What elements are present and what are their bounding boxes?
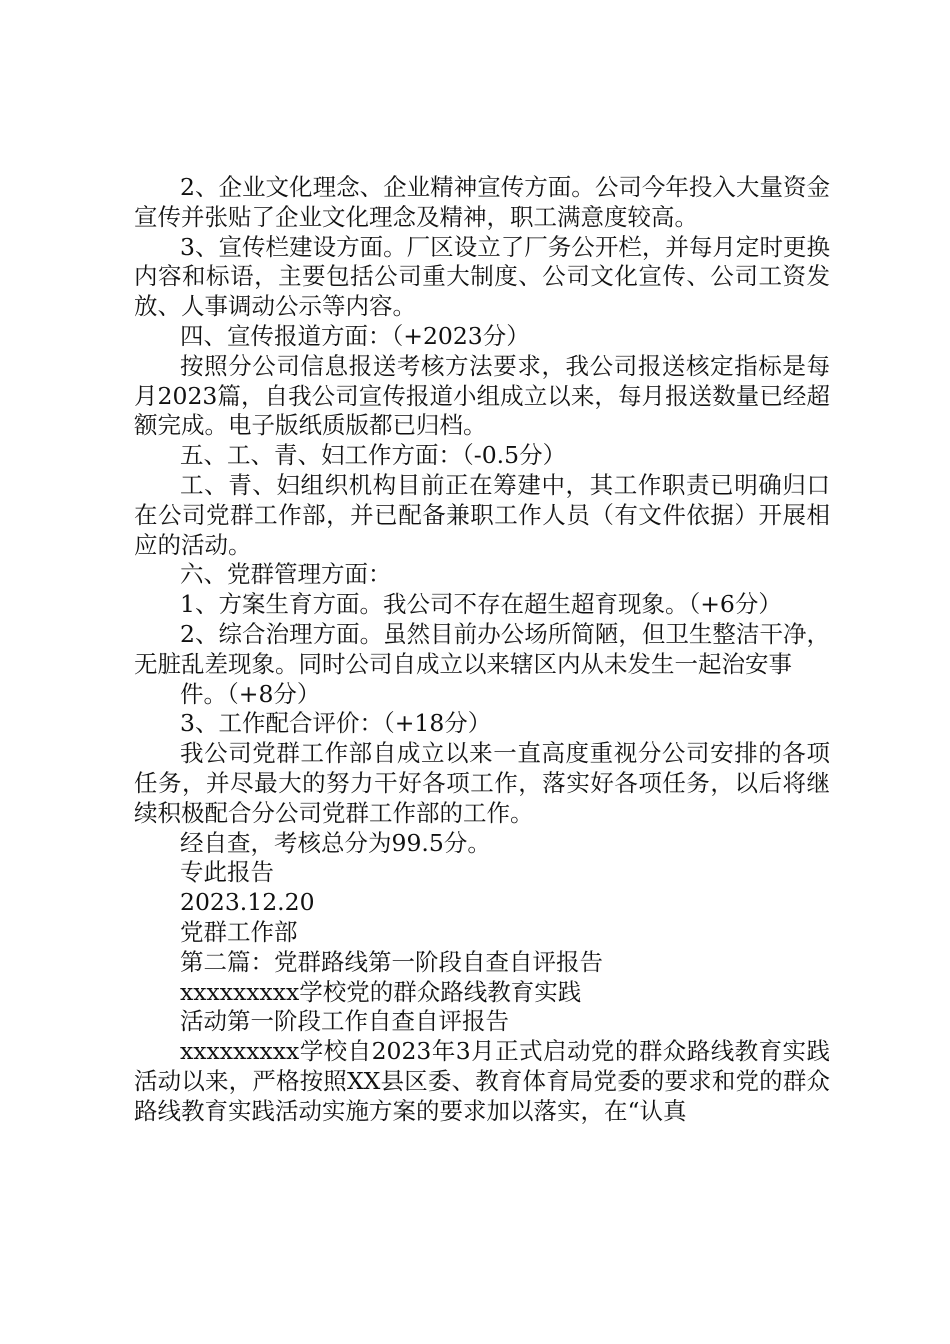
report-date: 2023.12.20 bbox=[180, 888, 315, 917]
total-score-line: 经自查，考核总分为99.5分。 bbox=[180, 828, 491, 857]
section-heading-reporting: 四、宣传报道方面：（+2023分） bbox=[180, 321, 530, 350]
paragraph-cooperation: 我公司党群工作部自成立以来一直高度重视分公司安排的各项任务，并尽最大的努力干好各项工作，落实好各项任务，以后将继续积极配合分公司党群工作部的工作。 bbox=[134, 739, 830, 827]
paragraph-culture-publicity: 2、企业文化理念、企业精神宣传方面。公司今年投入大量资金宣传并张贴了企业文化理念及精神，职工满意度较高。 bbox=[134, 173, 830, 231]
paragraph-union-youth-women: 工、青、妇组织机构目前正在筹建中，其工作职责已明确归口在公司党群工作部，并已配备兼职工作人员（有文件依据）开展相应的活动。 bbox=[134, 470, 830, 559]
second-article-intro: xxxxxxxxx学校自2023年3月正式启动党的群众路线教育实践活动以来，严格按照XX县区委、教育体育局党委的要求和党的群众路线教育实践活动实施方案的要求加以落实，在“认真 bbox=[134, 1037, 830, 1125]
report-department: 党群工作部 bbox=[180, 917, 298, 946]
section-heading-cooperation: 3、工作配合评价：（+18分） bbox=[180, 709, 492, 738]
section-heading-union-youth-women: 五、工、青、妇工作方面：（-0.5分） bbox=[180, 441, 567, 470]
paragraph-reporting: 按照分公司信息报送考核方法要求，我公司报送核定指标是每月2023篇，自我公司宣传报道小组成立以来，每月报送数量已经超额完成。电子版纸质版都已归档。 bbox=[134, 351, 830, 440]
paragraph-family-planning: 1、方案生育方面。我公司不存在超生超育现象。（+6分） bbox=[180, 590, 782, 619]
second-article-subtitle-1: xxxxxxxxx学校党的群众路线教育实践 bbox=[180, 977, 582, 1006]
section-heading-party-management: 六、党群管理方面： bbox=[180, 560, 392, 589]
report-closing: 专此报告 bbox=[180, 858, 274, 887]
second-article-subtitle-2: 活动第一阶段工作自查自评报告 bbox=[180, 1007, 509, 1036]
paragraph-bulletin-board: 3、宣传栏建设方面。厂区设立了厂务公开栏，并每月定时更换内容和标语，主要包括公司重大制度、公司文化宣传、公司工资发放、人事调动公示等内容。 bbox=[134, 232, 830, 321]
second-article-title: 第二篇：党群路线第一阶段自查自评报告 bbox=[180, 947, 603, 976]
paragraph-governance-continuation: 件。（+8分） bbox=[180, 679, 321, 708]
paragraph-comprehensive-governance: 2、综合治理方面。虽然目前办公场所简陋，但卫生整洁干净，无脏乱差现象。同时公司自成立以来辖区内从未发生一起治安事 bbox=[134, 619, 830, 678]
document-body bbox=[134, 173, 830, 1127]
